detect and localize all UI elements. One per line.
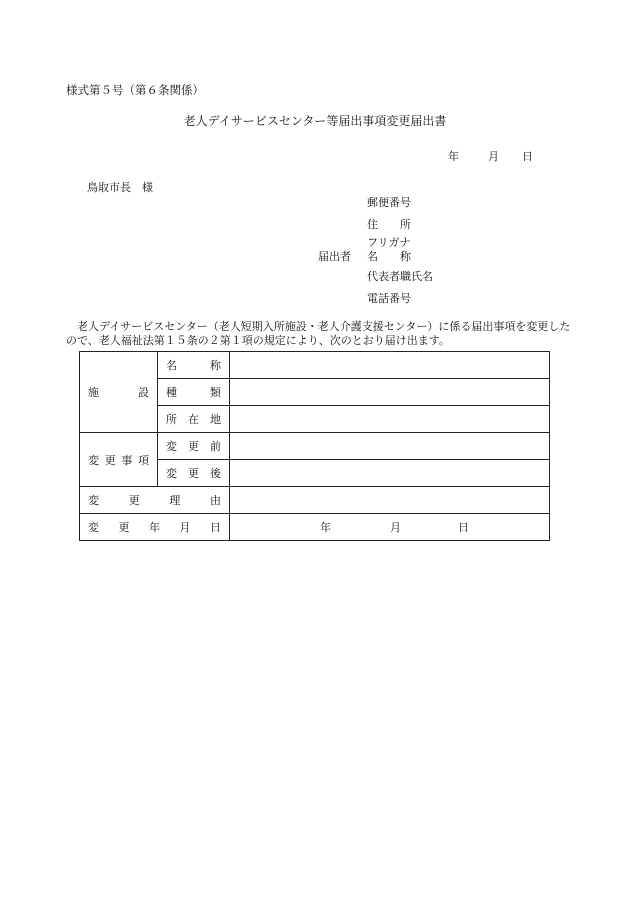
change-reason-field[interactable] [230, 487, 550, 514]
change-date-day: 日 [458, 521, 469, 534]
facility-location-label: 所 在 地 [158, 406, 230, 433]
form-number: 様式第５号（第６条関係） [66, 83, 204, 97]
submission-date [448, 150, 533, 164]
change-details-table [79, 351, 550, 541]
before-change-label: 変 更 前 [158, 433, 230, 460]
change-reason-label: 変 更 理 由 [80, 487, 230, 514]
change-date-label: 変 更 年 月 日 [80, 514, 230, 541]
change-items-header: 変 更 事 項 [80, 433, 158, 487]
representative-label: 代表者職氏名 [367, 270, 433, 283]
after-change-field[interactable] [230, 460, 550, 487]
name-label: 名 称 [367, 250, 411, 263]
before-change-field[interactable] [230, 433, 550, 460]
body-text-content: 老人デイサービスセンター（老人短期入所施設・老人介護支援センター）に係る届出事項を変更したので、老人福祉法第１５条の２第１項の規定により、次のとおり届け出ます。 [66, 320, 571, 348]
addressee: 鳥取市長 様 [87, 181, 153, 194]
facility-location-field[interactable] [230, 406, 550, 433]
table-row [80, 352, 550, 379]
change-date-month: 月 [390, 521, 401, 534]
address-label: 住 所 [367, 218, 411, 231]
document-title: 老人デイサービスセンター等届出事項変更届出書 [183, 114, 447, 128]
body-text [66, 320, 571, 349]
date-year-label: 年 [448, 150, 459, 163]
facility-header: 施 設 [80, 352, 158, 433]
facility-name-label: 名 称 [158, 352, 230, 379]
table-row [80, 433, 550, 460]
after-change-label: 変 更 後 [158, 460, 230, 487]
facility-type-label: 種 類 [158, 379, 230, 406]
notifier-label: 届出者 [318, 250, 351, 263]
table-row [80, 514, 550, 541]
facility-name-field[interactable] [230, 352, 550, 379]
phone-label: 電話番号 [367, 292, 411, 305]
date-day-label: 日 [522, 150, 533, 163]
change-date-year: 年 [320, 521, 331, 534]
furigana-label: フリガナ [367, 236, 411, 249]
table-row [80, 487, 550, 514]
date-month-label: 月 [488, 150, 499, 163]
postal-code-label: 郵便番号 [367, 196, 411, 209]
facility-type-field[interactable] [230, 379, 550, 406]
change-date-field[interactable] [230, 514, 550, 541]
